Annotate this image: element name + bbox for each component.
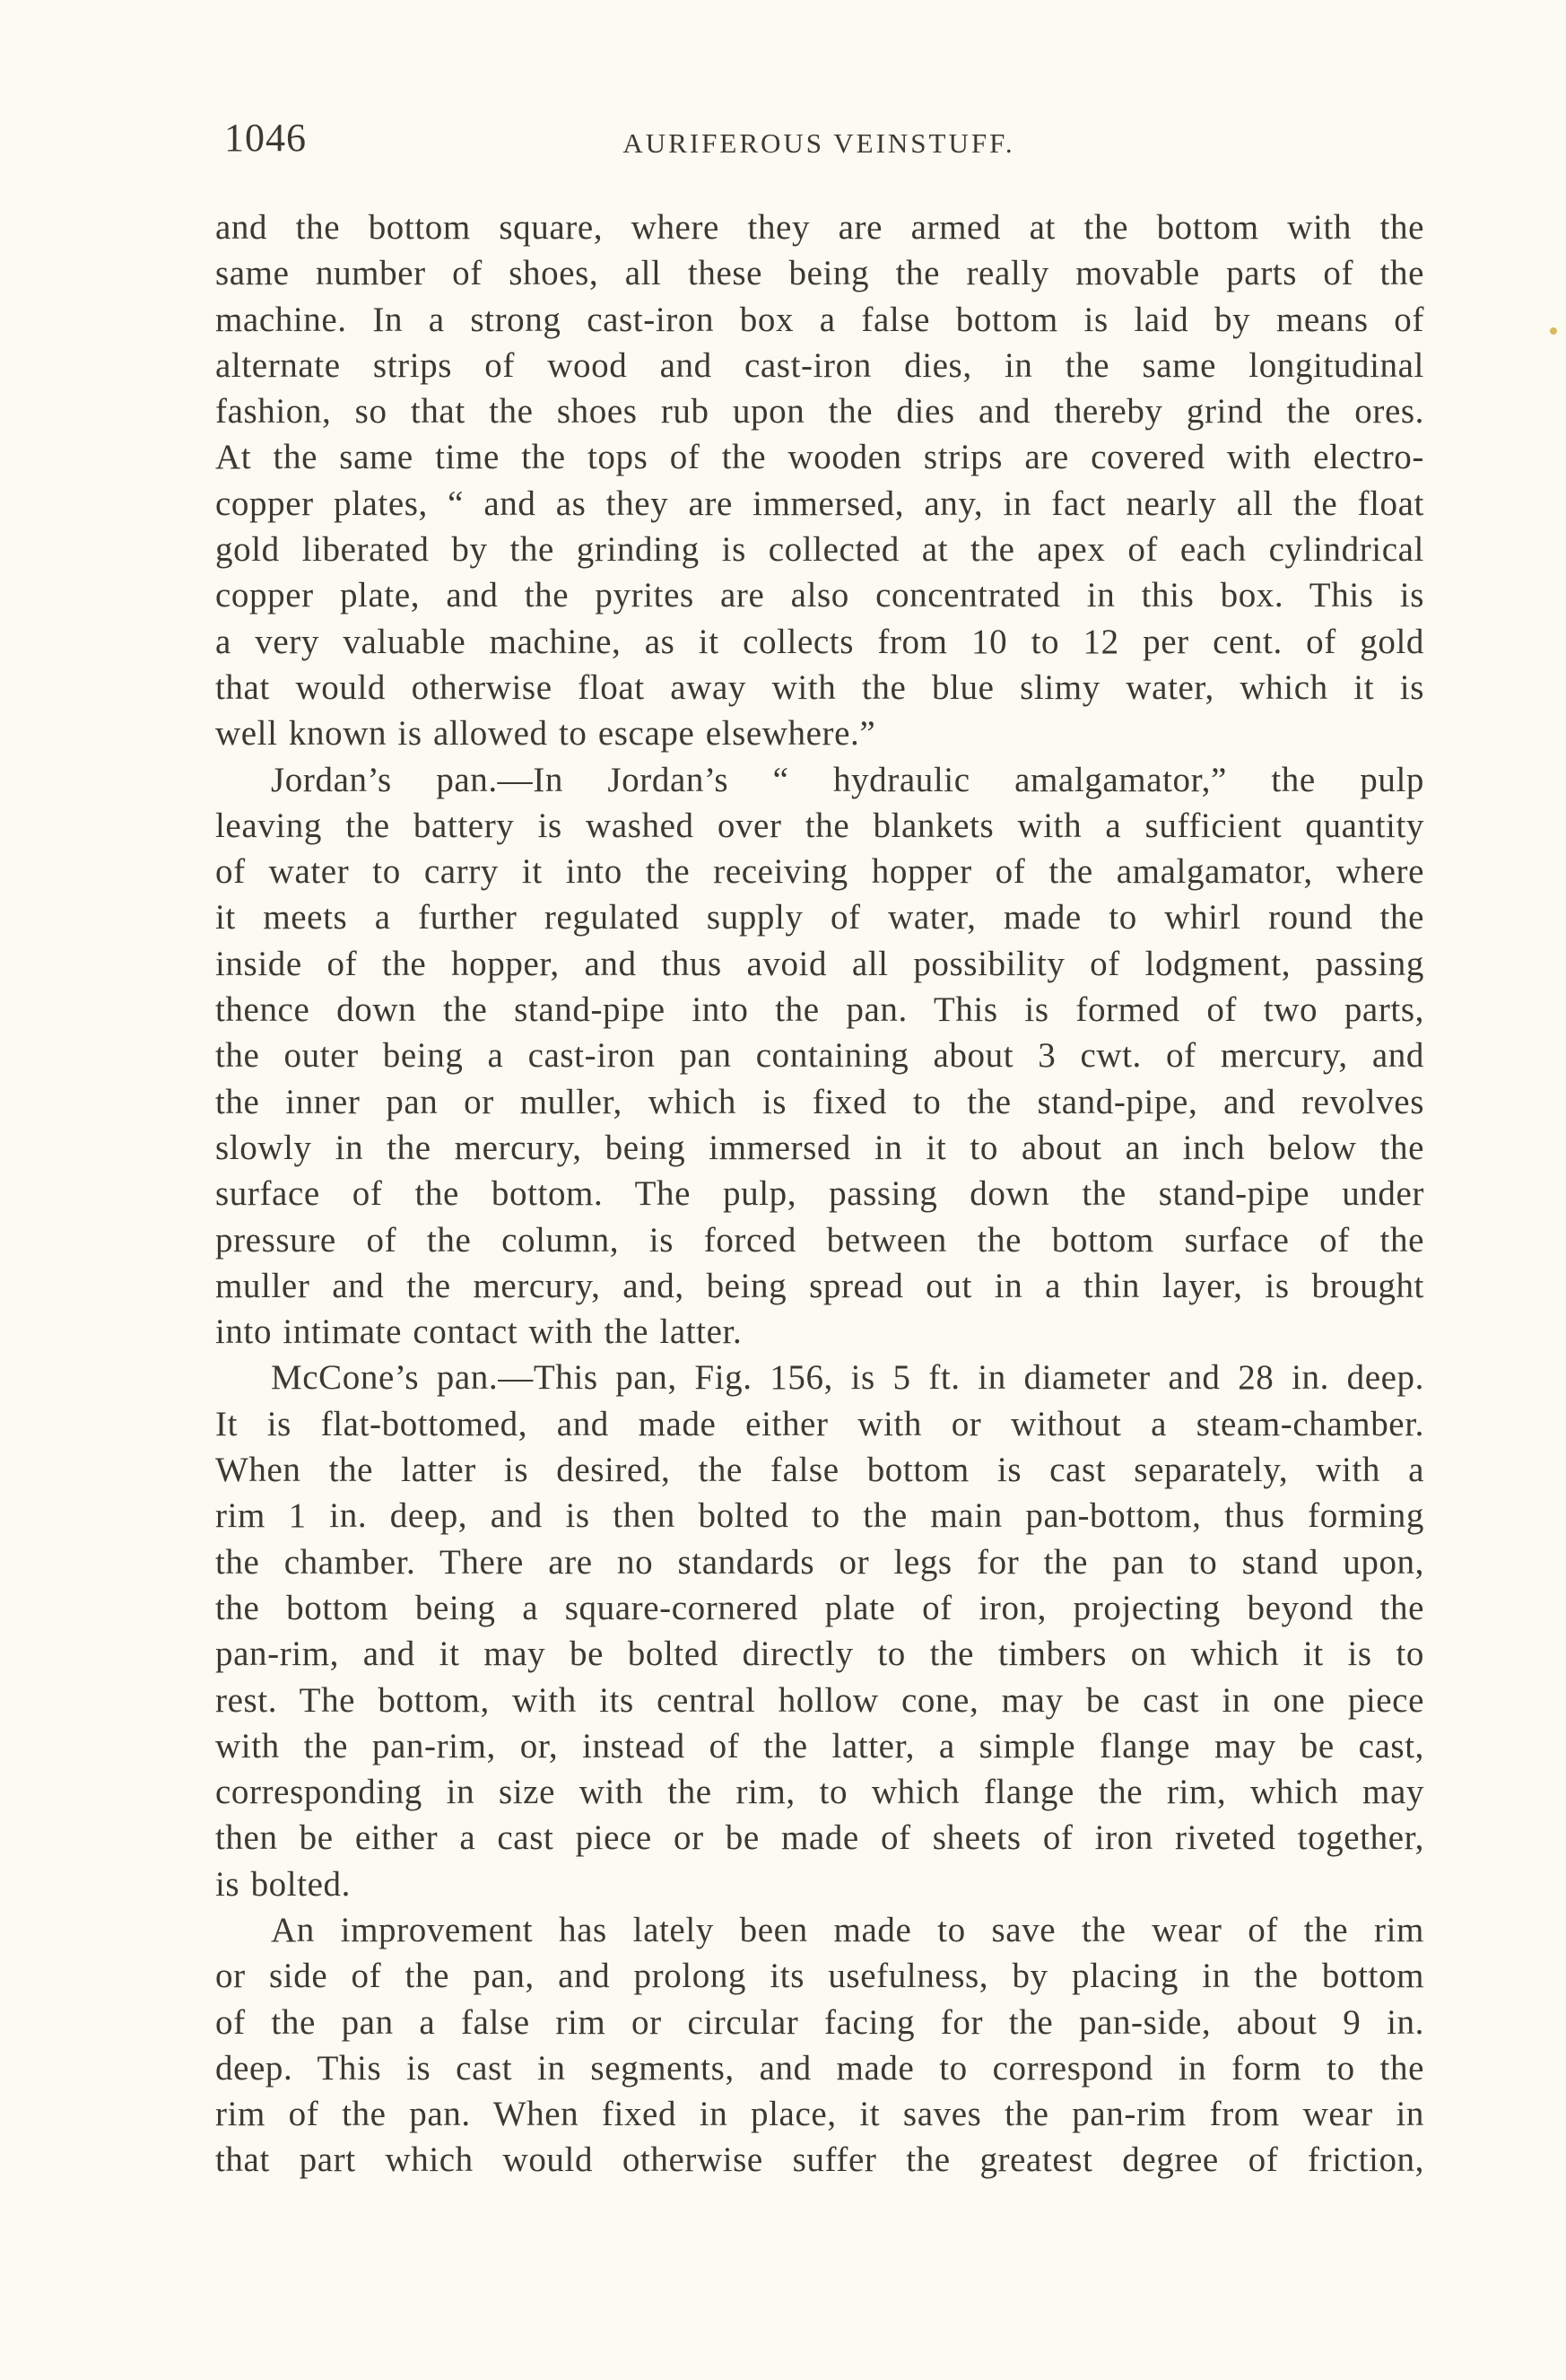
paragraph (215, 757, 1424, 1356)
text-line: same number of shoes, all these being the really movable parts of the (215, 254, 1424, 293)
text-line: slowly in the mercury, being immersed in it to about an inch below the (215, 1128, 1424, 1167)
text-line: a very valuable machine, as it collects from 10 to 12 per cent. of gold (215, 622, 1424, 661)
text-line: into intimate contact with the latter. (215, 1312, 743, 1352)
text-line: pressure of the column, is forced between the bottom surface of the (215, 1220, 1424, 1260)
paragraph (215, 205, 1424, 757)
text-line: It is flat-bottomed, and made either with or without a steam-chamber. (215, 1404, 1424, 1443)
text-line: An improvement has lately been made to save the wear of the rim (271, 1910, 1424, 1949)
text-line: that would otherwise float away with the blue slimy water, which it is (215, 667, 1424, 707)
ink-speck (1550, 327, 1557, 335)
text-line: alternate strips of wood and cast-iron dies, in the same longitudinal (215, 345, 1424, 385)
body-text (215, 205, 1424, 2184)
text-line: gold liberated by the grinding is collected at the apex of each cylindrical (215, 530, 1424, 570)
text-line: well known is allowed to escape elsewhere.” (215, 714, 876, 754)
text-line: surface of the bottom. The pulp, passing down the stand-pipe under (215, 1174, 1424, 1214)
text-line: the inner pan or muller, which is fixed to the stand-pipe, and revolves (215, 1082, 1424, 1121)
text-line: with the pan-rim, or, instead of the latter, a simple flange may be cast, (215, 1726, 1424, 1765)
paragraph (215, 1907, 1424, 2184)
text-line: copper plate, and the pyrites are also concentrated in this box. This is (215, 576, 1424, 615)
text-line: of the pan a false rim or circular facing for the pan-side, about 9 in. (215, 2002, 1424, 2042)
text-line: the bottom being a square-cornered plate of iron, projecting beyond the (215, 1588, 1424, 1627)
text-line: copper plates, “ and as they are immersed, any, in fact nearly all the float (215, 484, 1424, 523)
text-line: leaving the battery is washed over the blankets with a sufficient quantity (215, 806, 1424, 845)
text-line: When the latter is desired, the false bottom is cast separately, with a (215, 1451, 1424, 1490)
text-line: it meets a further regulated supply of water, made to whirl round the (215, 898, 1424, 937)
text-line: At the same time the tops of the wooden strips are covered with electro- (215, 438, 1424, 477)
text-line: the chamber. There are no standards or legs for the pan to stand upon, (215, 1542, 1424, 1582)
text-line: rest. The bottom, with its central hollow cone, may be cast in one piece (215, 1680, 1424, 1720)
running-title: AURIFEROUS VEINSTUFF. (622, 127, 1015, 159)
text-line: Jordan’s pan.—In Jordan’s “ hydraulic amalgamator,” the pulp (271, 760, 1424, 799)
text-line: corresponding in size with the rim, to which flange the rim, which may (215, 1773, 1424, 1812)
text-line: thence down the stand-pipe into the pan. This is formed of two parts, (215, 990, 1424, 1030)
text-line: McCone’s pan.—This pan, Fig. 156, is 5 ft. in diameter and 28 in. deep. (271, 1358, 1424, 1398)
text-line: the outer being a cast-iron pan containing about 3 cwt. of mercury, and (215, 1036, 1424, 1076)
text-line: rim 1 in. deep, and is then bolted to the main pan-bottom, thus forming (215, 1496, 1424, 1536)
text-line: that part which would otherwise suffer the greatest degree of friction, (215, 2140, 1424, 2180)
page-number: 1046 (224, 116, 307, 160)
text-line: inside of the hopper, and thus avoid all possibility of lodgment, passing (215, 944, 1424, 983)
text-line: of water to carry it into the receiving hopper of the amalgamator, where (215, 852, 1424, 892)
text-line: is bolted. (215, 1864, 351, 1904)
text-line: deep. This is cast in segments, and made to correspond in form to the (215, 2048, 1424, 2088)
text-line: or side of the pan, and prolong its usefulness, by placing in the bottom (215, 1957, 1424, 1996)
text-line: then be either a cast piece or be made of sheets of iron riveted together, (215, 1818, 1424, 1858)
text-line: muller and the mercury, and, being spread out in a thin layer, is brought (215, 1266, 1424, 1305)
text-line: rim of the pan. When fixed in place, it saves the pan-rim from wear in (215, 2095, 1424, 2134)
paragraph (215, 1355, 1424, 1907)
text-line: pan-rim, and it may be bolted directly to the timbers on which it is to (215, 1635, 1424, 1674)
text-line: fashion, so that the shoes rub upon the dies and thereby grind the ores. (215, 392, 1424, 432)
text-line: machine. In a strong cast-iron box a false bottom is laid by means of (215, 300, 1424, 339)
text-line: and the bottom square, where they are armed at the bottom with the (215, 208, 1424, 247)
